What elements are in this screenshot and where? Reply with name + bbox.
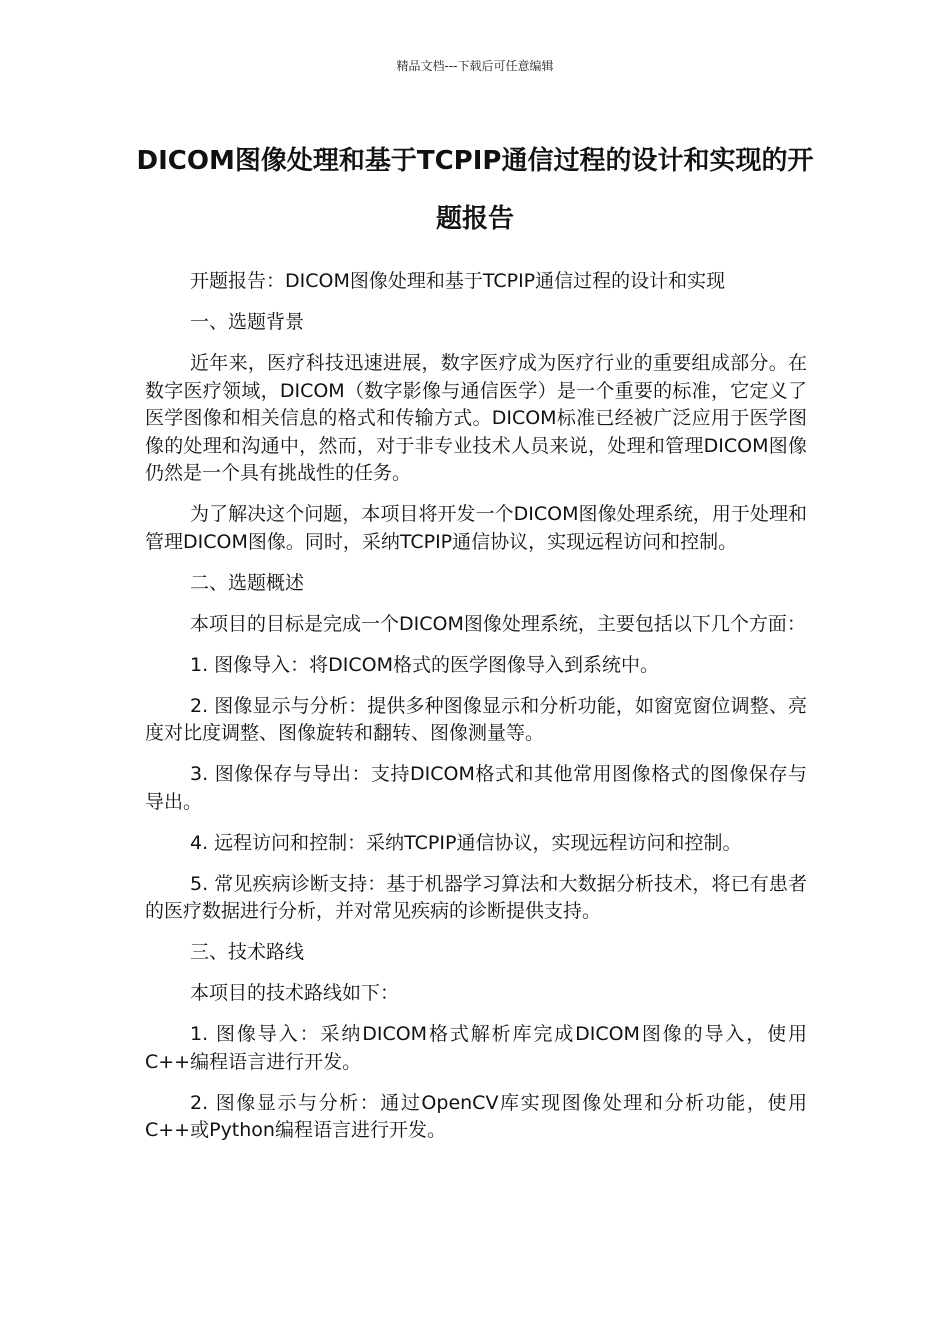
section-heading-technical-route: 三、技术路线: [190, 941, 305, 963]
header-note: 精品文档---下载后可任意编辑: [396, 59, 554, 73]
list-item: 2. 图像显示与分析：提供多种图像显示和分析功能，如窗宽窗位调整、亮度对比度调整、图像旋转和翻转、图像测量等。: [145, 694, 807, 744]
technical-route-intro: 本项目的技术路线如下：: [190, 982, 400, 1004]
list-item: 5. 常见疾病诊断支持：基于机器学习算法和大数据分析技术，将已有患者的医疗数据进行分析，并对常见疾病的诊断提供支持。: [145, 872, 807, 922]
background-paragraph: 近年来，医疗科技迅速进展，数字医疗成为医疗行业的重要组成部分。在数字医疗领域，DICOM（数字影像与通信医学）是一个重要的标准，它定义了医学图像和相关信息的格式和传输方式。DICOM标准已经被广泛应用于医学图像的处理和沟通中，然而，对于非专业技术人员来说，处理和管理DICOM图像仍然是一个具有挑战性的任务。: [145, 352, 807, 484]
list-item: 1. 图像导入：采纳DICOM格式解析库完成DICOM图像的导入，使用C++编程语言进行开发。: [145, 1023, 807, 1073]
list-item: 2. 图像显示与分析：通过OpenCV库实现图像处理和分析功能，使用C++或Python编程语言进行开发。: [145, 1091, 807, 1141]
list-item: 1. 图像导入：将DICOM格式的医学图像导入到系统中。: [190, 653, 660, 676]
list-item: 3. 图像保存与导出：支持DICOM格式和其他常用图像格式的图像保存与导出。: [145, 763, 807, 813]
section-heading-background: 一、选题背景: [190, 311, 305, 333]
list-item: 4. 远程访问和控制：采纳TCPIP通信协议，实现远程访问和控制。: [190, 831, 742, 854]
section-heading-overview: 二、选题概述: [190, 571, 305, 594]
solution-paragraph: 为了解决这个问题，本项目将开发一个DICOM图像处理系统，用于处理和管理DICOM图像。同时，采纳TCPIP通信协议，实现远程访问和控制。: [145, 503, 807, 553]
document-body: [145, 268, 807, 1158]
document-title: DICOM图像处理和基于TCPIP通信过程的设计和实现的开题报告: [136, 146, 814, 234]
intro-paragraph: 开题报告：DICOM图像处理和基于TCPIP通信过程的设计和实现: [190, 270, 726, 292]
overview-paragraph: 本项目的目标是完成一个DICOM图像处理系统，主要包括以下几个方面：: [190, 612, 806, 635]
